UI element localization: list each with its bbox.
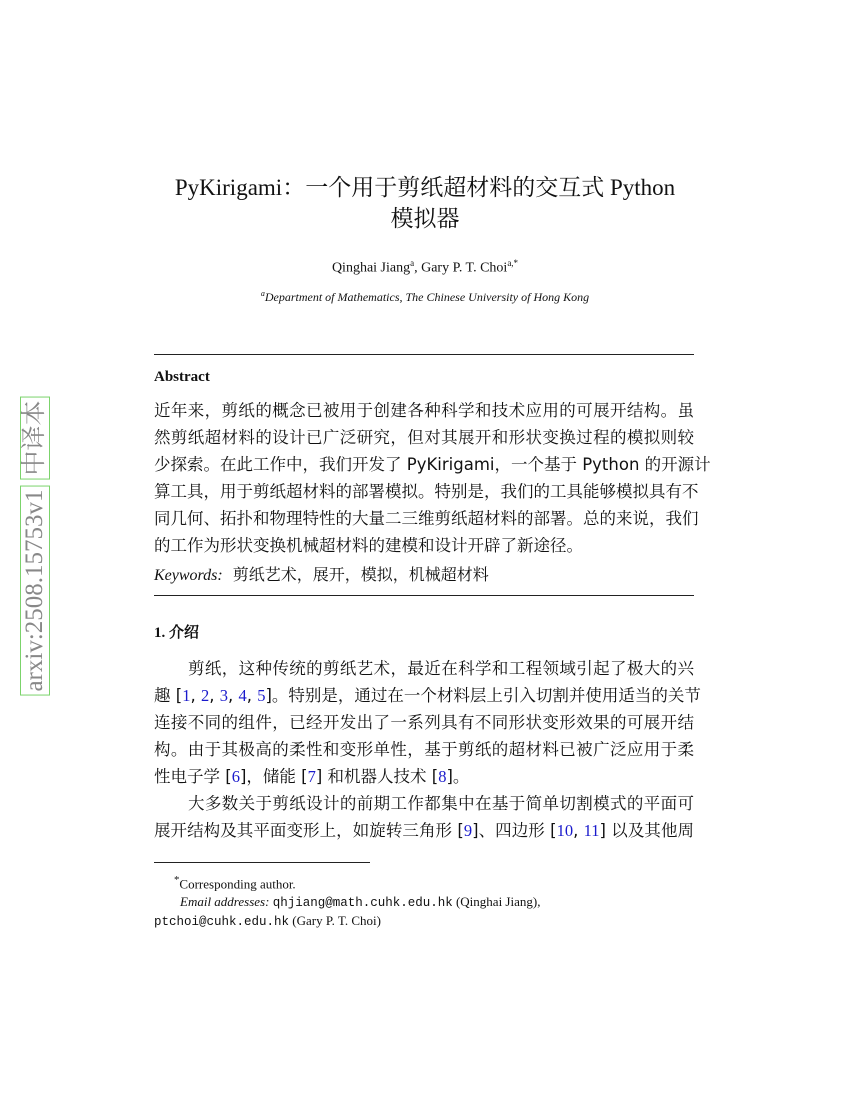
divider — [154, 595, 694, 596]
text-segment: 少探索。在此工作中，我们开发了 PyKirigami，一个基于 Python 的开源计 — [154, 455, 711, 474]
text-segment: 连接不同的组件，已经开发出了一系列具有不同形状变形效果的可展开结 — [154, 713, 694, 732]
footnote-divider — [154, 862, 370, 863]
keywords — [154, 562, 489, 585]
author-affil-mark: a,* — [507, 258, 519, 268]
title-line-2: 模拟器 — [390, 206, 460, 231]
citation-link[interactable]: 10 — [556, 821, 574, 840]
text-segment: 展开结构及其平面变形上，如旋转三角形 [ — [154, 821, 464, 840]
paper-title — [100, 172, 750, 234]
text-line — [154, 736, 694, 763]
text-segment: 的工作为形状变换机械超材料的建模和设计开辟了新途径。 — [154, 536, 583, 555]
text-line — [154, 397, 694, 424]
text-segment: 大多数关于剪纸设计的前期工作都集中在基于简单切割模式的平面可 — [188, 794, 694, 813]
author-separator: , — [414, 260, 422, 276]
author-affil-mark: a — [410, 258, 415, 268]
affil-text: Department of Mathematics, The Chinese University of Hong Kong — [264, 290, 590, 304]
citation-link[interactable]: 11 — [583, 821, 600, 840]
text-line — [154, 478, 699, 505]
affil-mark: a — [260, 289, 265, 298]
text-line — [154, 505, 699, 532]
email-owner: (Gary P. T. Choi) — [289, 913, 381, 929]
citation-link[interactable]: 3 — [219, 686, 228, 705]
text-segment: 构。由于其极高的柔性和变形单性，基于剪纸的超材料已被广泛应用于柔 — [154, 740, 694, 759]
text-segment: 剪纸，这种传统的剪纸艺术，最近在科学和工程领域引起了极大的兴 — [188, 659, 694, 678]
citation-link[interactable]: 1 — [182, 686, 191, 705]
arxiv-id: arxiv:2508.15753v1 — [20, 485, 50, 695]
text-line — [154, 655, 694, 682]
title-line-1: PyKirigami：一个用于剪纸超材料的交互式 Python — [174, 175, 676, 200]
citation-link[interactable]: 9 — [463, 821, 473, 840]
text-segment: , — [246, 686, 258, 705]
text-segment: , — [209, 686, 220, 705]
citation-link[interactable]: 8 — [438, 767, 447, 786]
email-link[interactable]: ptchoi@cuhk.edu.hk — [154, 915, 290, 930]
divider — [154, 354, 694, 355]
text-line — [154, 682, 701, 709]
text-segment: ]，储能 [ — [239, 767, 308, 786]
text-line — [154, 763, 694, 790]
section-heading: 1. 介绍 — [154, 625, 200, 641]
footnote-corresponding: Corresponding author. — [179, 876, 296, 892]
text-segment: , — [573, 821, 584, 840]
email-label: Email addresses: — [180, 894, 270, 910]
text-segment: 近年来，剪纸的概念已被用于创建各种科学和技术应用的可展开结构。虽 — [154, 401, 694, 420]
citation-link[interactable]: 5 — [257, 686, 266, 705]
text-segment: 性电子学 [ — [154, 767, 232, 786]
text-line — [154, 424, 694, 451]
arxiv-stamp — [20, 390, 50, 702]
text-segment: ] 和机器人技术 [ — [315, 767, 439, 786]
author-name: Qinghai Jiang — [331, 260, 411, 276]
citation-link[interactable]: 6 — [231, 767, 240, 786]
translation-label: 中译本 — [20, 396, 50, 479]
authors — [100, 258, 750, 277]
email-owner: (Qinghai Jiang), — [452, 894, 541, 910]
text-line — [154, 790, 694, 817]
text-segment: 然剪纸超材料的设计已广泛研究，但对其展开和形状变换过程的模拟则较 — [154, 428, 694, 447]
text-segment: , — [190, 686, 201, 705]
text-segment: 算工具，用于剪纸超材料的部署模拟。特别是，我们的工具能够模拟具有不 — [154, 482, 699, 501]
text-line — [154, 709, 694, 736]
text-segment: 同几何、拓扑和物理特性的大量二三维剪纸超材料的部署。总的来说，我们 — [154, 509, 699, 528]
text-segment: 趣 [ — [154, 686, 183, 705]
intro-body — [154, 655, 701, 844]
keywords-text: 剪纸艺术，展开，模拟，机械超材料 — [232, 565, 489, 584]
footnotes — [154, 871, 694, 931]
text-segment: ] 以及其他周 — [599, 821, 694, 840]
affiliation — [100, 289, 750, 305]
keywords-label: Keywords: — [154, 567, 223, 584]
abstract-heading: Abstract — [154, 369, 210, 385]
text-segment: ]。特别是，通过在一个材料层上引入切割并使用适当的关节 — [265, 686, 701, 705]
text-line — [154, 451, 711, 478]
text-segment: , — [227, 686, 239, 705]
text-segment: ]。 — [446, 767, 470, 786]
text-line — [154, 532, 694, 559]
citation-link[interactable]: 7 — [307, 767, 316, 786]
text-segment: ]、四边形 [ — [472, 821, 557, 840]
citation-link[interactable]: 2 — [200, 686, 210, 705]
citation-link[interactable]: 4 — [238, 686, 247, 705]
abstract-body — [154, 397, 711, 559]
author-name: Gary P. T. Choi — [421, 260, 508, 276]
text-line — [154, 817, 694, 844]
footnote-mark: * — [174, 874, 180, 886]
email-link[interactable]: qhjiang@math.cuhk.edu.hk — [272, 896, 453, 911]
